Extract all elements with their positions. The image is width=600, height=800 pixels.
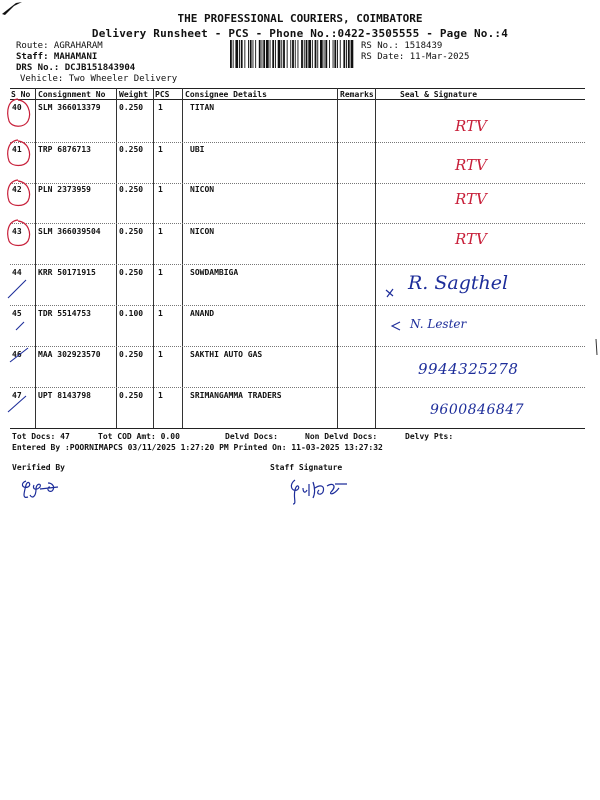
barcode-bar bbox=[304, 40, 305, 68]
blue-tick-mark bbox=[8, 344, 32, 364]
barcode-bar bbox=[272, 40, 274, 68]
barcode-bar bbox=[250, 40, 252, 68]
barcode-bar bbox=[241, 40, 243, 68]
blue-tick-mark bbox=[6, 392, 30, 414]
verifier-signature bbox=[18, 475, 73, 503]
row-consignment: PLN 2373959 bbox=[38, 185, 91, 194]
barcode-bar bbox=[248, 40, 249, 68]
barcode-bar bbox=[235, 40, 238, 68]
row-separator bbox=[10, 305, 585, 306]
barcode-bar bbox=[244, 40, 245, 68]
row-separator bbox=[10, 142, 585, 143]
barcode-bar bbox=[292, 40, 294, 68]
barcode-bar bbox=[337, 40, 338, 68]
row-pcs: 1 bbox=[158, 185, 163, 194]
delivery-points: Delvy Pts: bbox=[405, 432, 454, 441]
red-circle-mark bbox=[4, 138, 34, 168]
row-separator bbox=[10, 223, 585, 224]
col-header-consignee: Consignee Details bbox=[185, 90, 267, 99]
rtv-handwritten: RTV bbox=[455, 156, 487, 174]
row-separator bbox=[10, 346, 585, 347]
barcode-bar bbox=[287, 40, 288, 68]
row-consignee: SOWDAMBIGA bbox=[190, 268, 239, 277]
row-separator bbox=[10, 387, 585, 388]
barcode-bar bbox=[298, 40, 299, 68]
barcode-bar bbox=[324, 40, 325, 68]
row-sno: 43 bbox=[12, 227, 22, 236]
verified-by-label: Verified By bbox=[12, 463, 65, 472]
row-pcs: 1 bbox=[158, 309, 163, 318]
row-consignee: NICON bbox=[190, 227, 215, 236]
row-consignee: SRIMANGAMMA TRADERS bbox=[190, 391, 282, 400]
signature-mark bbox=[390, 320, 404, 332]
row-weight: 0.250 bbox=[119, 145, 144, 154]
barcode-bar bbox=[283, 40, 285, 68]
barcode-bar bbox=[262, 40, 263, 68]
recipient-signature: N. Lester bbox=[410, 317, 467, 331]
row-consignee: NICON bbox=[190, 185, 215, 194]
rtv-handwritten: RTV bbox=[455, 230, 487, 248]
row-pcs: 1 bbox=[158, 227, 163, 236]
row-weight: 0.250 bbox=[119, 350, 144, 359]
rs-number: RS No.: 1518439 bbox=[361, 41, 443, 51]
row-consignee: UBI bbox=[190, 145, 205, 154]
staff-signature bbox=[285, 474, 357, 508]
barcode-bar bbox=[334, 40, 336, 68]
row-weight: 0.100 bbox=[119, 309, 144, 318]
barcode-bar bbox=[306, 40, 308, 68]
column-divider bbox=[153, 88, 154, 428]
route-label: Route: AGRAHARAM bbox=[16, 41, 103, 51]
column-divider bbox=[116, 88, 117, 428]
barcode-bar bbox=[351, 40, 354, 68]
barcode-bar bbox=[317, 40, 318, 68]
row-weight: 0.250 bbox=[119, 268, 144, 277]
total-cod-amount: Tot COD Amt: 0.00 bbox=[98, 432, 180, 441]
column-divider bbox=[182, 88, 183, 428]
col-header-seal: Seal & Signature bbox=[400, 90, 478, 99]
blue-tick-mark bbox=[14, 316, 30, 332]
row-consignment: TRP 6876713 bbox=[38, 145, 91, 154]
column-divider bbox=[375, 88, 376, 428]
barcode-bar bbox=[348, 40, 350, 68]
row-sno: 40 bbox=[12, 103, 22, 112]
row-separator bbox=[10, 264, 585, 265]
row-pcs: 1 bbox=[158, 391, 163, 400]
col-header-sno: S No bbox=[11, 90, 31, 99]
barcode-bar bbox=[315, 40, 317, 68]
entered-by: Entered By :POORNIMAPCS 03/11/2025 1:27:20 PM Printed On: 11-03-2025 13:27:32 bbox=[12, 443, 383, 452]
barcode-bar bbox=[266, 40, 269, 68]
table-header-rule bbox=[10, 99, 585, 100]
barcode-bar bbox=[346, 40, 347, 68]
row-consignment: SLM 366013379 bbox=[38, 103, 101, 112]
barcode-bar bbox=[263, 40, 265, 68]
row-sno: 47 bbox=[12, 391, 22, 400]
row-weight: 0.250 bbox=[119, 103, 144, 112]
barcode-bar bbox=[230, 40, 232, 68]
barcode-bar bbox=[295, 40, 296, 68]
barcode-bar bbox=[340, 40, 341, 68]
barcode-bar bbox=[275, 40, 276, 68]
barcode-bar bbox=[343, 40, 345, 68]
row-consignment: SLM 366039504 bbox=[38, 227, 101, 236]
vehicle-label: Vehicle: Two Wheeler Delivery bbox=[20, 74, 178, 84]
col-header-weight: Weight bbox=[119, 90, 148, 99]
row-sno: 42 bbox=[12, 185, 22, 194]
barcode-bar bbox=[290, 40, 291, 68]
row-consignee: SAKTHI AUTO GAS bbox=[190, 350, 263, 359]
non-delivered-docs: Non Delvd Docs: bbox=[305, 432, 378, 441]
scan-mark bbox=[594, 338, 599, 356]
rs-date: RS Date: 11-Mar-2025 bbox=[361, 52, 470, 62]
col-header-pcs: PCS bbox=[155, 90, 170, 99]
barcode-bar bbox=[308, 40, 311, 68]
row-consignee: ANAND bbox=[190, 309, 215, 318]
barcode-bar bbox=[281, 40, 282, 68]
row-pcs: 1 bbox=[158, 350, 163, 359]
row-pcs: 1 bbox=[158, 145, 163, 154]
row-consignment: TDR 5514753 bbox=[38, 309, 91, 318]
barcode-bar bbox=[270, 40, 271, 68]
row-consignment: UPT 8143798 bbox=[38, 391, 91, 400]
red-circle-mark bbox=[4, 218, 34, 248]
barcode-bar bbox=[312, 40, 313, 68]
barcode-bar bbox=[255, 40, 256, 68]
barcode-bar bbox=[320, 40, 323, 68]
row-pcs: 1 bbox=[158, 103, 163, 112]
table-top-rule bbox=[10, 88, 585, 89]
runsheet-title: Delivery Runsheet - PCS - Phone No.:0422-3505555 - Page No.:4 bbox=[91, 27, 509, 40]
red-circle-mark bbox=[4, 178, 34, 208]
delivered-docs: Delvd Docs: bbox=[225, 432, 278, 441]
phone-number-handwritten: 9600846847 bbox=[430, 402, 525, 418]
staff-label: Staff: MAHAMANI bbox=[16, 52, 98, 62]
company-name: THE PROFESSIONAL COURIERS, COIMBATORE bbox=[177, 12, 423, 25]
column-divider bbox=[337, 88, 338, 428]
row-weight: 0.250 bbox=[119, 185, 144, 194]
barcode-bar bbox=[259, 40, 261, 68]
col-header-remarks: Remarks bbox=[340, 90, 374, 99]
barcode-bar bbox=[329, 40, 330, 68]
row-sno: 46 bbox=[12, 350, 22, 359]
barcode-bar bbox=[325, 40, 327, 68]
barcode-bar bbox=[278, 40, 281, 68]
col-header-consignment: Consignment No bbox=[38, 90, 106, 99]
row-sno: 44 bbox=[12, 268, 22, 277]
barcode-bar bbox=[239, 40, 240, 68]
row-sno: 45 bbox=[12, 309, 22, 318]
row-consignment: MAA 302923570 bbox=[38, 350, 101, 359]
rtv-handwritten: RTV bbox=[455, 190, 487, 208]
column-divider bbox=[35, 88, 36, 428]
phone-number-handwritten: 9944325278 bbox=[418, 360, 519, 378]
row-separator bbox=[10, 183, 585, 184]
staff-signature-label: Staff Signature bbox=[270, 463, 343, 472]
signature-mark bbox=[383, 284, 403, 300]
barcode-bar bbox=[233, 40, 234, 68]
row-weight: 0.250 bbox=[119, 391, 144, 400]
row-pcs: 1 bbox=[158, 268, 163, 277]
barcode-bar bbox=[301, 40, 303, 68]
row-weight: 0.250 bbox=[119, 227, 144, 236]
drs-number: DRS No.: DCJB151843904 bbox=[16, 63, 136, 73]
row-consignment: KRR 50171915 bbox=[38, 268, 96, 277]
rtv-handwritten: RTV bbox=[455, 117, 487, 135]
blue-tick-mark bbox=[6, 276, 30, 300]
barcode-bar bbox=[253, 40, 254, 68]
row-sno: 41 bbox=[12, 145, 22, 154]
table-bottom-rule bbox=[10, 428, 585, 429]
total-docs: Tot Docs: 47 bbox=[12, 432, 70, 441]
barcode-bar bbox=[333, 40, 334, 68]
row-consignee: TITAN bbox=[190, 103, 215, 112]
red-circle-mark bbox=[4, 97, 34, 129]
recipient-signature: R. Sagthel bbox=[408, 272, 509, 294]
barcode-image bbox=[230, 40, 355, 68]
